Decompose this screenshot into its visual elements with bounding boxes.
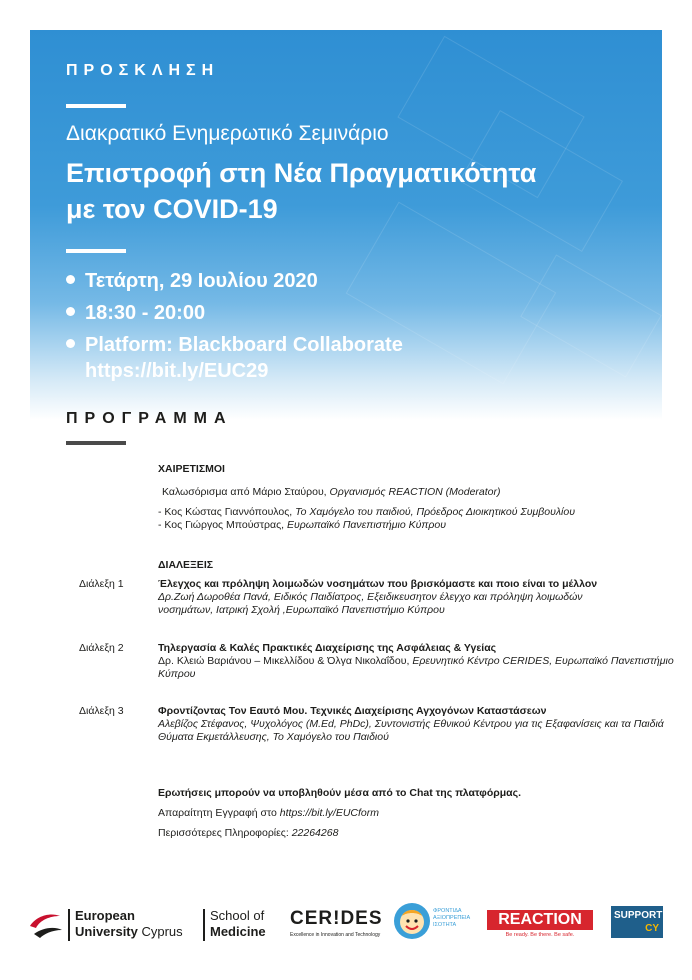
registration-link[interactable]: https://bit.ly/EUCform (279, 807, 379, 819)
lecture-speaker-cont: Κύπρου (158, 668, 196, 680)
divider (66, 249, 126, 253)
lecture-speaker-cont: νοσημάτων, Ιατρική Σχολή ,Ευρωπαϊκό Πανεπιστήμιο Κύπρου (158, 604, 445, 616)
lecture-speaker: Δρ.Ζωή Δωροθέα Πανά, Ειδικός Παιδίατρος, Εξειδικευσητον έλεγχο και πρόληψη λοιμωδών (158, 591, 583, 603)
hero-banner (30, 30, 662, 420)
lecture-title: Έλεγχος και πρόληψη λοιμωδών νοσημάτων που βρισκόμαστε και ποιο είναι το μέλλον (158, 578, 598, 590)
invitation-label: ΠΡΟΣΚΛΗΣΗ (66, 62, 220, 79)
school-of-medicine-logo (203, 906, 283, 942)
event-link[interactable]: https://bit.ly/EUC29 (85, 360, 269, 382)
greeting-line-2: - Κος Γιώργος Μπούστρας, Ευρωπαϊκό Πανεπιστήμιο Κύπρου (158, 519, 447, 531)
event-platform: Platform: Blackboard Collaborate (66, 334, 403, 357)
cerides-logo (290, 908, 386, 942)
bullet-icon (66, 307, 75, 316)
divider (66, 104, 126, 108)
seminar-title-line1: Επιστροφή στη Νέα Πραγματικότητα (66, 158, 537, 188)
info-phone: 22264268 (291, 827, 339, 839)
som-line2: Medicine (210, 924, 266, 939)
lectures-heading: ΔΙΑΛΕΞΕΙΣ (158, 559, 214, 571)
lecture-speaker: Αλεβίζος Στέφανος, Ψυχολόγος (M.Ed, PhDc), Συντονιστής Εθνικού Κέντρου για τις Εξαφανίσεις και τα Παιδιά (158, 718, 664, 730)
reaction-wordmark: REACTION (498, 911, 582, 928)
info-line: Περισσότερες Πληροφορίες: 22264268 (158, 827, 339, 839)
lecture-speaker: Δρ. Κλειώ Βαριάνου – Μικελλίδου & Όλγα Νικολαΐδου, Ερευνητικό Κέντρο CERIDES, Ευρωπαϊκό Πανεπιστήμιο (158, 655, 674, 667)
cerides-wordmark: CER!DES (290, 908, 383, 929)
euc-logo (28, 906, 198, 942)
lecture-title: Φροντίζοντας Τον Εαυτό Μου. Τεχνικές Διαχείρισης Αγχογόνων Καταστάσεων (158, 705, 547, 717)
greetings-heading: ΧΑΙΡΕΤΙΣΜΟΙ (158, 463, 225, 475)
reaction-logo (487, 910, 593, 940)
greeting-line-1: - Κος Κώστας Γιαννόπουλος, Το Χαμόγελο του παιδιού, Πρόεδρος Διοικητικού Συμβουλίου (158, 506, 576, 518)
program-title: ΠΡΟΓΡΑΜΜΑ (66, 410, 233, 427)
support-wordmark: SUPPORT (614, 910, 663, 921)
euc-name-line2: University Cyprus (75, 924, 183, 939)
questions-note: Ερωτήσεις μπορούν να υποβληθούν μέσα από το Chat της πλατφόρμας. (158, 787, 521, 799)
lecture-label: Διάλεξη 1 (79, 578, 124, 590)
lecture-title: Τηλεργασία & Καλές Πρακτικές Διαχείρισης της Ασφάλειας & Υγείας (158, 642, 497, 654)
seminar-title-line2: με τον COVID-19 (66, 194, 278, 224)
program-divider (66, 441, 126, 445)
bullet-icon (66, 339, 75, 348)
event-date: Τετάρτη, 29 Ιουλίου 2020 (66, 270, 318, 293)
smile-of-child-logo (393, 900, 477, 944)
event-time: 18:30 - 20:00 (66, 302, 205, 325)
cerides-tagline: Excellence in Innovation and Technology (290, 932, 381, 938)
lecture-label: Διάλεξη 3 (79, 705, 124, 717)
som-line1: School of (210, 908, 265, 923)
lecture-speaker-cont: Θύματα Εκμετάλλευσης, Το Χαμόγελο του Παιδιού (158, 731, 389, 743)
reaction-tagline: Be ready. Be there. Be safe. (505, 932, 575, 938)
support-cy-wordmark: CY (645, 923, 659, 934)
bullet-icon (66, 275, 75, 284)
euc-name-line1: European (75, 908, 135, 923)
smile-tagline: ΦΡΟΝΤΙΔΑ ΑΞΙΟΠΡΕΠΕΙΑ ΙΣΟΤΗΤΑ (433, 908, 471, 928)
lecture-label: Διάλεξη 2 (79, 642, 124, 654)
euc-swoosh-icon (28, 910, 64, 940)
smiling-child-icon (393, 902, 431, 940)
welcome-line: Καλωσόρισμα από Μάριο Σταύρου, Οργανισμός REACTION (Moderator) (162, 486, 501, 498)
support-cy-logo (611, 906, 663, 938)
seminar-subtitle: Διακρατικό Ενημερωτικό Σεμινάριο (66, 122, 389, 145)
registration-line: Απαραίτητη Εγγραφή στο https://bit.ly/EUCform (158, 807, 379, 819)
